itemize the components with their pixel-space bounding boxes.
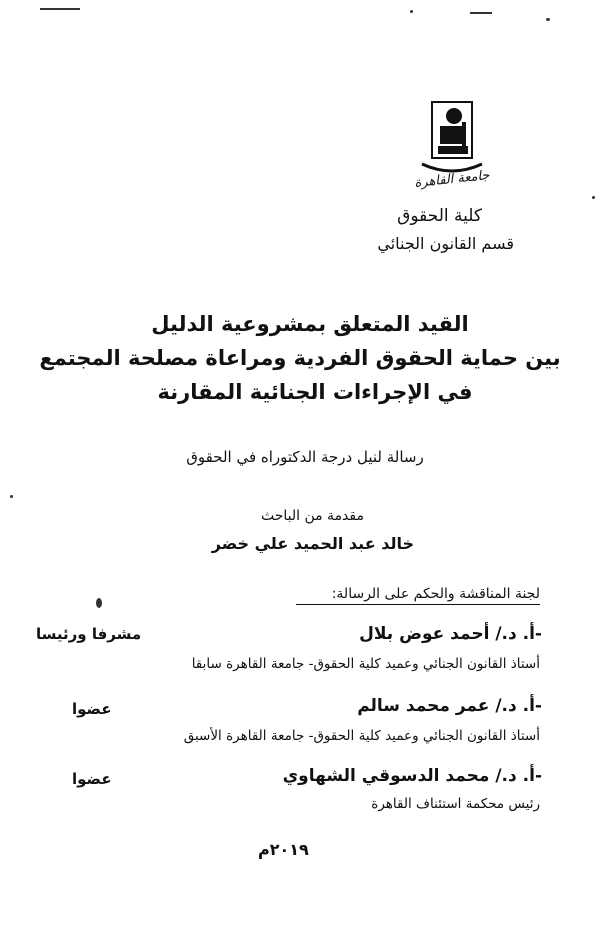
committee-member-name: -أ. د./ عمر محمد سالم: [357, 696, 542, 716]
university-name: جامعة القاهرة: [413, 168, 491, 191]
scan-speck: [410, 10, 413, 13]
scan-speck: [10, 495, 13, 498]
scan-speck: [592, 196, 595, 199]
department-name: قسم القانون الجنائي: [377, 234, 514, 253]
committee-member-name: -أ. د./ محمد الدسوقي الشهاوي: [282, 766, 542, 786]
scan-speck: [546, 18, 550, 21]
cairo-university-seal-icon: [416, 92, 488, 178]
faculty-name: كلية الحقوق: [397, 206, 482, 226]
presented-by-label: مقدمة من الباحث: [260, 508, 364, 524]
committee-member-name: -أ. د./ أحمد عوض بلال: [359, 624, 542, 644]
scan-speck: [470, 12, 492, 14]
committee-member-role: مشرفا ورئيسا: [36, 625, 142, 643]
committee-member-description: أستاذ القانون الجنائي وعميد كلية الحقوق- جامعة القاهرة الأسبق: [183, 728, 540, 744]
scan-speck: [96, 598, 102, 608]
committee-member-role: عضوا: [72, 770, 112, 788]
scan-speck: [40, 8, 80, 10]
committee-heading-underline: [296, 604, 540, 605]
committee-member-description: رئيس محكمة استئناف القاهرة: [371, 796, 540, 812]
committee-member-description: أستاذ القانون الجنائي وعميد كلية الحقوق- جامعة القاهرة سابقا: [191, 656, 540, 672]
degree-statement: رسالة لنيل درجة الدكتوراه في الحقوق: [186, 448, 424, 466]
committee-member-role: عضوا: [72, 700, 112, 718]
thesis-title-line-3: في الإجراءات الجنائية المقارنة: [157, 380, 473, 404]
researcher-name: خالد عبد الحميد علي خضر: [211, 534, 414, 553]
thesis-title-line-2: بين حماية الحقوق الفردية ومراعاة مصلحة المجتمع: [39, 346, 561, 370]
submission-year: ٢٠١٩م: [258, 840, 309, 859]
thesis-title-line-1: القيد المتعلق بمشروعية الدليل: [151, 312, 469, 336]
committee-heading: لجنة المناقشة والحكم على الرسالة:: [331, 586, 540, 602]
